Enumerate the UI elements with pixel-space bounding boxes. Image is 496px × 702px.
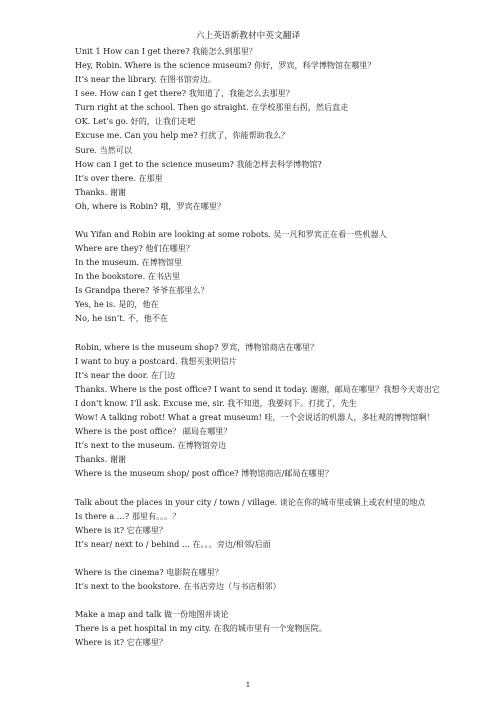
text-line: Thanks. 谢谢 [75, 186, 127, 197]
text-line: Excuse me. Can you help me? 打扰了，你能帮助我么？ [75, 130, 290, 141]
text-line: Where is the museum shop/ post office? 博物馆商店/邮局在哪里？ [75, 468, 333, 479]
text-line: Unit 1 How can I get there? 我能怎么到那里？ [75, 46, 257, 56]
text-line: Where are they? 他们在哪里？ [75, 243, 194, 254]
text-line: Wu Yifan and Robin are looking at some robots. 吴一凡和罗宾正在看一些机器人 [75, 229, 387, 240]
page-number: 1 [245, 680, 251, 689]
text-line: It’s next to the museum. 在博物馆旁边 [75, 440, 227, 451]
text-line: It’s next to the bookstore. 在书店旁边（与书店相邻） [75, 580, 281, 591]
document-title: 六上英语新教材中英文翻译 [195, 31, 301, 41]
text-line: Talk about the places in your city / town / village. 谈论在你的城市里或镇上或农村里的地点 [75, 496, 426, 507]
text-line: Sure. 当然可以 [75, 144, 132, 155]
text-line: Is there a …? 那里有。。。？ [75, 510, 181, 521]
text-line: OK. Let’s go. 好的，让我们走吧 [75, 116, 196, 127]
text-line: There is a pet hospital in my city. 在我的城市里有一个宠物医院。 [75, 623, 327, 634]
text-line: Robin, where is the museum shop? 罗宾，博物馆商店在哪里？ [75, 341, 319, 352]
text-line: It’s near the door. 在门边 [75, 369, 176, 380]
text-line: Thanks. 谢谢 [75, 454, 127, 465]
text-line: Is Grandpa there? 爷爷在那里么？ [75, 285, 209, 296]
text-line: Make a map and talk 做一份地图并谈论 [75, 609, 229, 620]
text-line: It’s near the library. 在图书馆旁边。 [75, 74, 217, 85]
text-line: Turn right at the school. Then go straight. 在学校那里右拐，然后直走 [75, 102, 349, 113]
text-line: Where is the cinema? 电影院在哪里？ [75, 566, 223, 577]
text-line: It’s near/ next to / behind … 在。。。旁边/相邻/后面 [75, 538, 271, 549]
paragraph-gap [75, 326, 475, 340]
text-line: Where is it? 它在哪里？ [75, 637, 168, 648]
text-line: Yes, he is. 是的，他在 [75, 299, 159, 310]
paragraph-gap [75, 480, 475, 494]
text-line: Where is it? 它在哪里？ [75, 524, 168, 535]
text-line: How can I get to the science museum? 我能怎样去科学博物馆? [75, 158, 322, 169]
text-line: In the museum. 在博物馆里 [75, 257, 183, 268]
text-line: In the bookstore. 在书店里 [75, 271, 181, 282]
paragraph-gap [75, 551, 475, 565]
text-line: I see. How can I get there? 我知道了，我能怎么去那里？ [75, 88, 294, 99]
text-line: Thanks. Where is the post office? I want to send it today. 谢谢，邮局在哪里？我想今天寄出它 [75, 383, 440, 394]
text-line: No, he isn’t. 不，他不在 [75, 313, 169, 324]
document-body [75, 44, 475, 649]
paragraph-gap [75, 593, 475, 607]
text-line: I don’t know. I’ll ask. Excuse me, sir. 我不知道，我要问下。打扰了，先生 [75, 397, 357, 408]
paragraph-gap [75, 213, 475, 227]
text-line: It’s over there. 在那里 [75, 172, 163, 183]
text-line: Wow! A talking robot! What a great museum! 哇，一个会说话的机器人，多壮观的博物馆啊！ [75, 412, 435, 423]
text-line: I want to buy a postcard. 我想买张明信片 [75, 355, 237, 366]
text-line: Where is the post office？ 邮局在哪里？ [75, 426, 232, 437]
text-line: Hey, Robin. Where is the science museum? 你好，罗宾，科学博物馆在哪里？ [75, 60, 376, 71]
text-line: Oh, where is Robin? 哦，罗宾在哪里？ [75, 200, 226, 211]
